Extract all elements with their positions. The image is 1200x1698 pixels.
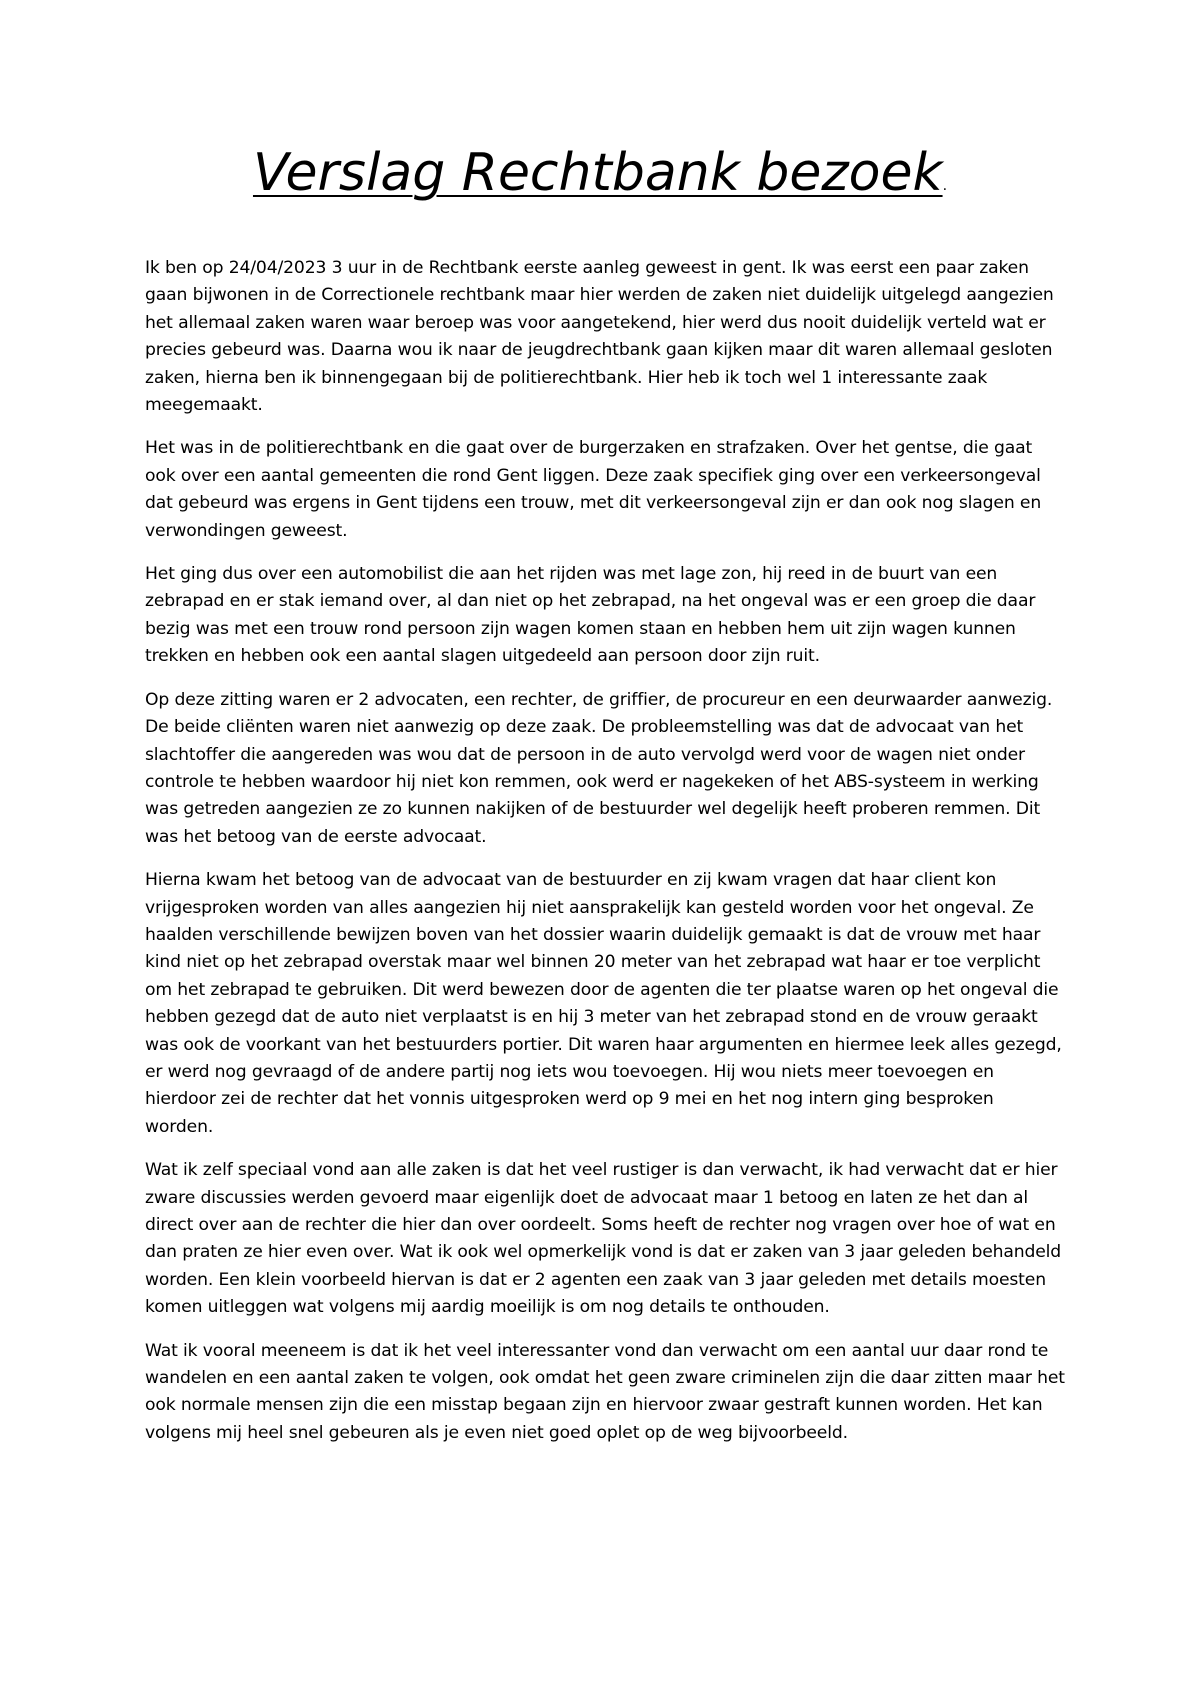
document-title — [0, 140, 1200, 219]
paragraph-reflectie: Wat ik zelf speciaal vond aan alle zaken is dat het veel rustiger is dan verwacht, ik had verwacht dat er hier zware discussies werden gevoerd maar eigenlijk doet de advocaat maar 1 betoog en laten ze het dan al direct over aan de rechter die hier dan over oordeelt. Soms heeft de rechter nog vragen over hoe of wat en dan praten ze hier even over. Wat ik ook wel opmerkelijk vond is dat er zaken van 3 jaar geleden behandeld worden. Een klein voorbeeld hiervan is dat er 2 agenten een zaak van 3 jaar geleden met details moesten komen uitleggen wat volgens mij aardig moeilijk is om nog details te onthouden. — [145, 1160, 1062, 1318]
title-text: Verslag Rechtbank bezoek — [252, 143, 943, 203]
paragraph-politierechtbank: Het was in de politierechtbank en die gaat over de burgerzaken en strafzaken. Over het gentse, die gaat ook over een aantal gemeenten die rond Gent liggen. Deze zaak specifiek ging over een verkeersongeval dat gebeurd was ergens in Gent tijdens een trouw, met dit verkeersongeval zijn er dan ook nog slagen en verwondingen geweest. — [145, 438, 1042, 541]
paragraph-automobilist: Het ging dus over een automobilist die aan het rijden was met lage zon, hij reed in de buurt van een zebrapad en er stak iemand over, al dan niet op het zebrapad, na het ongeval was er een groep die daar bezig was met een trouw rond persoon zijn wagen komen staan en hebben hem uit zijn wagen kunnen trekken en hebben ook een aantal slagen uitgedeeld aan persoon door zijn ruit. — [145, 564, 1036, 667]
title-trailing-mark: . — [942, 178, 948, 194]
document-body — [145, 255, 1065, 1463]
paragraph-zitting: Op deze zitting waren er 2 advocaten, een rechter, de griffier, de procureur en een deurwaarder aanwezig. De beide cliënten waren niet aanwezig op deze zaak. De probleemstelling was dat de advocaat van het slachtoffer die aangereden was wou dat de persoon in de auto vervolgd werd voor de wagen niet onder controle te hebben waardoor hij niet kon remmen, ook werd er nagekeken of het ABS-systeem in werking was getreden aangezien ze zo kunnen nakijken of de bestuurder wel degelijk heeft proberen remmen. Dit was het betoog van de eerste advocaat. — [145, 689, 1053, 847]
paragraph-intro: Ik ben op 24/04/2023 3 uur in de Rechtbank eerste aanleg geweest in gent. Ik was eerst een paar zaken gaan bijwonen in de Correctionele rechtbank maar hier werden de zaken niet duidelijk uitgelegd aangezien het allemaal zaken waren waar beroep was voor aangetekend, hier werd dus nooit duidelijk verteld wat er precies gebeurd was. Daarna wou ik naar de jeugdrechtbank gaan kijken maar dit waren allemaal gesloten zaken, hierna ben ik binnengegaan bij de politierechtbank. Hier heb ik toch wel 1 interessante zaak meegemaakt. — [145, 258, 1054, 416]
paragraph-conclusie: Wat ik vooral meeneem is dat ik het veel interessanter vond dan verwacht om een aantal uur daar rond te wandelen en een aantal zaken te volgen, ook omdat het geen zware criminelen zijn die daar zitten maar het ook normale mensen zijn die een misstap begaan zijn en hiervoor zwaar gestraft kunnen worden. Het kan volgens mij heel snel gebeuren als je even niet goed oplet op de weg bijvoorbeeld. — [145, 1340, 1065, 1443]
paragraph-betoog-bestuurder: Hierna kwam het betoog van de advocaat van de bestuurder en zij kwam vragen dat haar client kon vrijgesproken worden van alles aangezien hij niet aansprakelijk kan gesteld worden voor het ongeval. Ze haalden verschillende bewijzen boven van het dossier waarin duidelijk gemaakt is dat de vrouw met haar kind niet op het zebrapad overstak maar wel binnen 20 meter van het zebrapad wat haar er toe verplicht om het zebrapad te gebruiken. Dit werd bewezen door de agenten die ter plaatse waren op het ongeval die hebben gezegd dat de auto niet verplaatst is en hij 3 meter van het zebrapad stond en de vrouw geraakt was ook de voorkant van het bestuurders portier. Dit waren haar argumenten en hiermee leek alles gezegd, er werd nog gevraagd of de andere partij nog iets wou toevoegen. Hij wou niets meer toevoegen en hierdoor zei de rechter dat het vonnis uitgesproken werd op 9 mei en het nog intern ging besproken worden. — [145, 870, 1062, 1137]
